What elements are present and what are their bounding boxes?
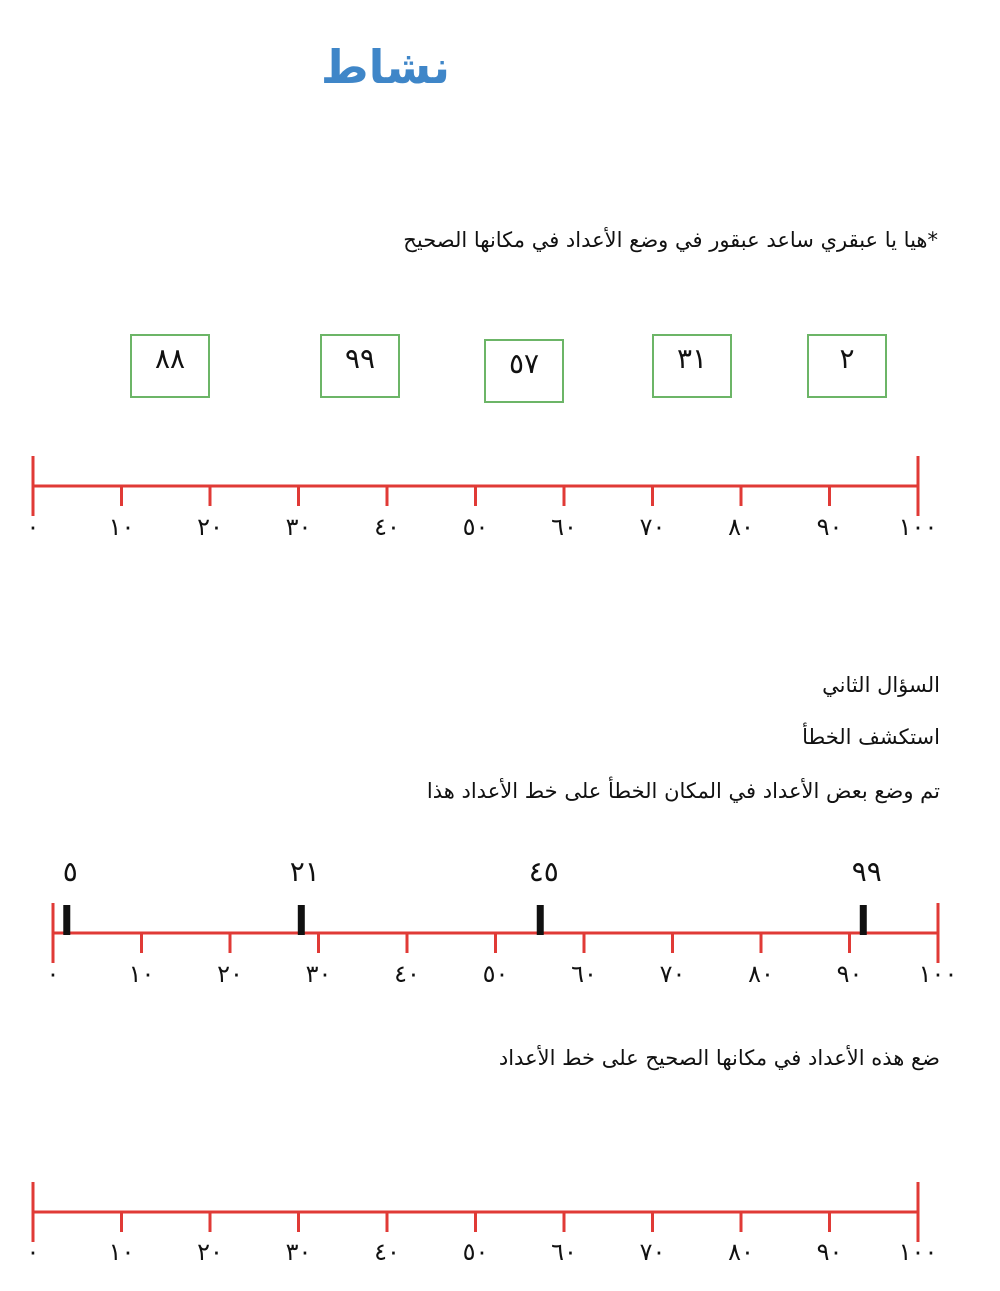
number-box-99[interactable] (320, 334, 400, 398)
misplaced-number-label: ٢١ (289, 855, 320, 888)
number-line-tick-label: ٦٠ (551, 1238, 577, 1266)
number-line-tick-label: ٦٠ (571, 960, 597, 988)
number-line-tick-label: ٢٠ (197, 1238, 223, 1266)
number-box-label: ٩٩ (344, 341, 376, 375)
number-box-label: ٥٧ (508, 346, 540, 380)
number-line-tick-label: ٨٠ (728, 513, 754, 541)
number-line-tick-label: ٨٠ (728, 1238, 754, 1266)
number-line-tick-label: ٧٠ (659, 960, 686, 988)
number-line-tick-label: ٧٠ (639, 1238, 666, 1266)
number-box-2[interactable] (807, 334, 887, 398)
number-line-1 (0, 440, 1000, 560)
misplaced-marker (537, 905, 544, 935)
page-title: نشاط (320, 40, 450, 94)
number-line-tick-label: ١٠ (108, 513, 135, 541)
misplaced-number-label: ٩٩ (851, 855, 882, 888)
number-line-tick-label: ١٠٠ (898, 1238, 938, 1266)
number-line-tick-label: ٥٠ (462, 513, 489, 541)
question-2-subheading: استكشف الخطأ (802, 725, 940, 749)
number-line-tick-label: ٩٠ (816, 513, 843, 541)
number-line-tick-label: ٧٠ (639, 513, 666, 541)
number-line-tick-label: ٩٠ (836, 960, 863, 988)
instruction-3: ضع هذه الأعداد في مكانها الصحيح على خط الأعداد (498, 1046, 940, 1070)
number-line-tick-label: ٥٠ (462, 1238, 489, 1266)
number-line-tick-label: ٤٠ (374, 1238, 400, 1266)
misplaced-number-label: ٥ (62, 855, 78, 888)
number-box-label: ٣١ (676, 341, 708, 375)
number-line-tick-label: ٠ (46, 960, 60, 988)
number-line-tick-label: ١٠٠ (918, 960, 958, 988)
misplaced-marker (298, 905, 305, 935)
number-line-tick-label: ٨٠ (748, 960, 774, 988)
number-line-tick-label: ٣٠ (305, 960, 332, 988)
number-line-tick-label: ١٠ (128, 960, 155, 988)
misplaced-number-label: ٤٥ (528, 855, 559, 888)
number-line-tick-label: ٠ (26, 513, 40, 541)
question-2-description: تم وضع بعض الأعداد في المكان الخطأ على خط الأعداد هذا (426, 779, 940, 803)
number-line-tick-label: ٤٠ (394, 960, 420, 988)
number-line-tick-label: ٣٠ (285, 513, 312, 541)
number-line-tick-label: ٢٠ (197, 513, 223, 541)
number-line-tick-label: ٢٠ (217, 960, 243, 988)
number-line-tick-label: ١٠ (108, 1238, 135, 1266)
question-2-heading: السؤال الثاني (822, 673, 940, 697)
number-box-88[interactable] (130, 334, 210, 398)
number-box-label: ٨٨ (154, 341, 186, 375)
number-line-2 (0, 845, 1000, 1005)
misplaced-marker (860, 905, 867, 935)
number-box-label: ٢ (839, 341, 855, 375)
number-box-31[interactable] (652, 334, 732, 398)
number-line-tick-label: ٣٠ (285, 1238, 312, 1266)
instruction-1: *هيا يا عبقري ساعد عبقور في وضع الأعداد في مكانها الصحيح (403, 228, 938, 252)
misplaced-marker (63, 905, 70, 935)
number-line-tick-label: ٥٠ (482, 960, 509, 988)
number-line-3 (0, 1170, 1000, 1280)
number-line-tick-label: ٠ (26, 1238, 40, 1266)
number-box-57[interactable] (484, 339, 564, 403)
number-line-tick-label: ٩٠ (816, 1238, 843, 1266)
number-line-tick-label: ١٠٠ (898, 513, 938, 541)
number-line-tick-label: ٦٠ (551, 513, 577, 541)
number-line-tick-label: ٤٠ (374, 513, 400, 541)
